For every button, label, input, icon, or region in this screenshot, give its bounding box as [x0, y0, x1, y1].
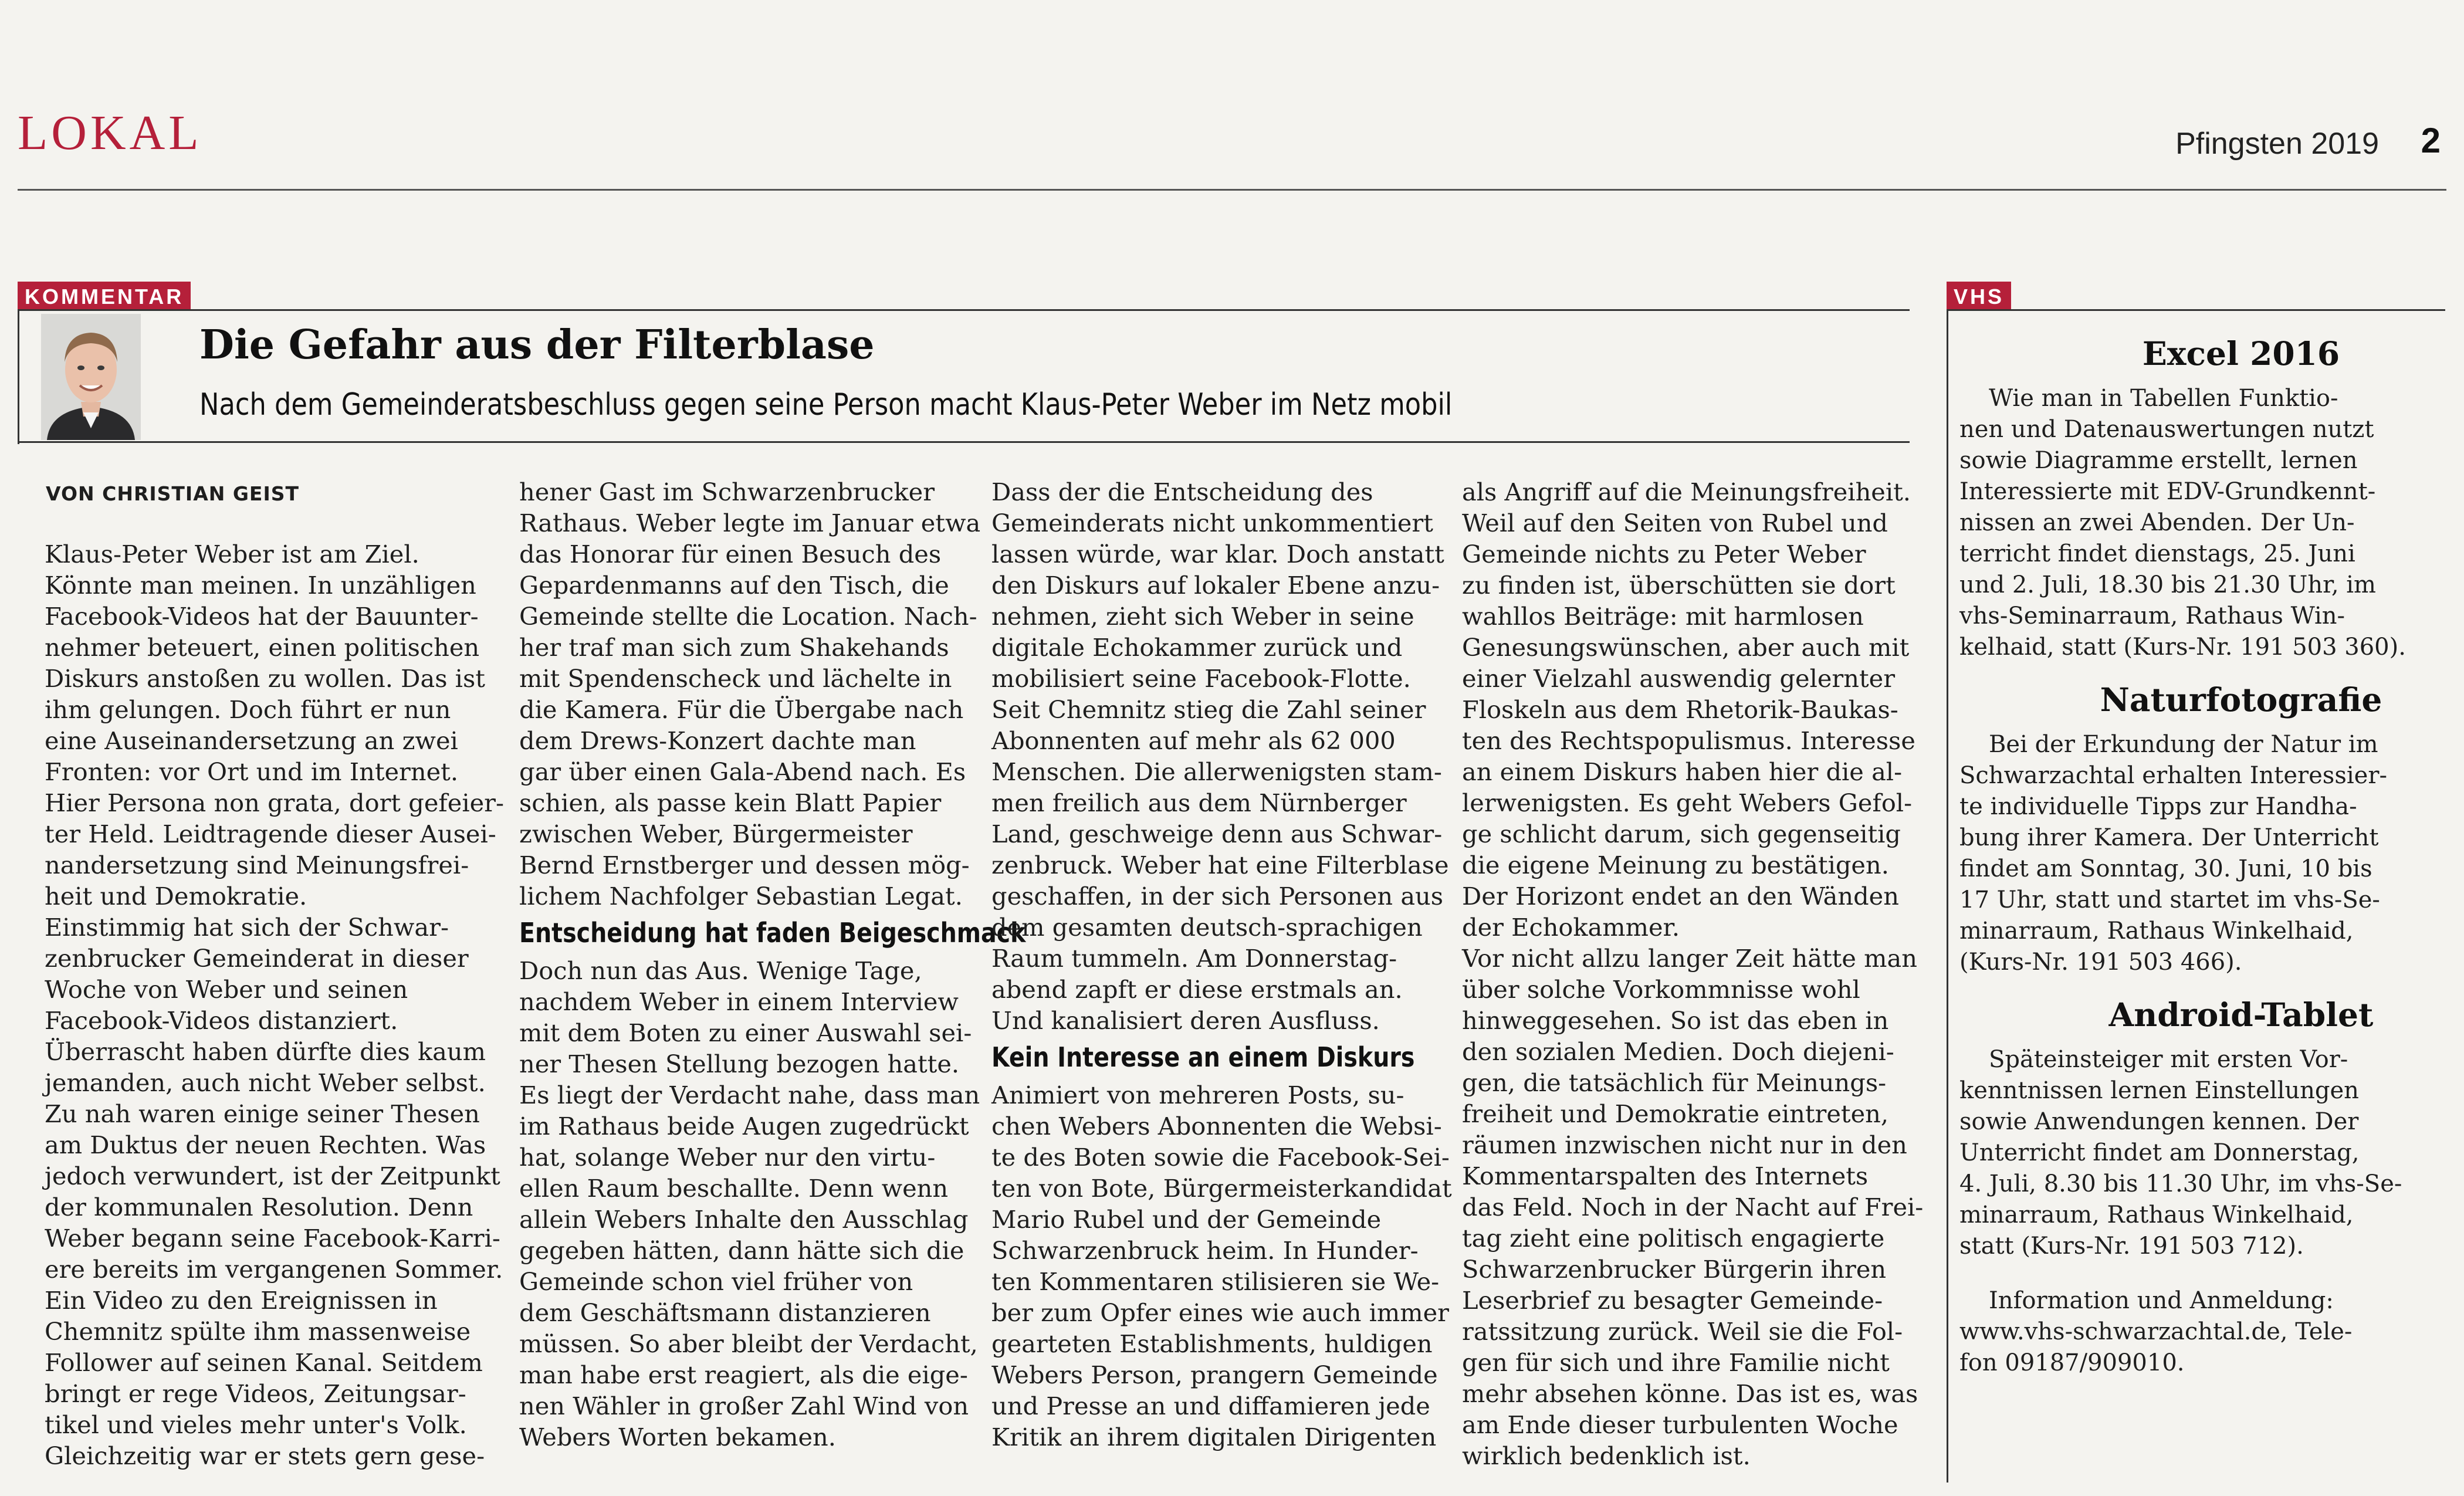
byline: VON CHRISTIAN GEIST: [46, 482, 300, 505]
comment-text-line: Kommentarspalten des Internets: [1462, 1162, 1869, 1190]
section-title: LOKAL: [18, 106, 202, 160]
comment-text-line: ner Thesen Stellung bezogen hatte.: [519, 1050, 960, 1078]
comment-subhead: Entscheidung hat faden Beigeschmack: [519, 917, 1026, 949]
comment-text-line: bringt er rege Videos, Zeitungsar-: [45, 1379, 466, 1408]
vhs-top-rule: [1947, 309, 2445, 311]
vhs-contact-info: [1959, 1285, 2429, 1379]
comment-text-line: an einem Diskurs haben hier die al-: [1462, 757, 1903, 786]
comment-text-line: Es liegt der Verdacht nahe, dass man: [519, 1081, 980, 1109]
course-text-line: findet am Sonntag, 30. Juni, 10 bis: [1959, 855, 2372, 882]
kommentar-top-rule: [18, 309, 1910, 311]
comment-column-3: [991, 476, 1452, 1453]
comment-text-line: Webers Person, prangern Gemeinde: [991, 1360, 1438, 1389]
vhs-left-rule: [1947, 309, 1948, 1483]
comment-text-line: die Kamera. Für die Übergabe nach: [519, 695, 964, 724]
comment-text-line: Abonnenten auf mehr als 62 000: [991, 726, 1396, 755]
course-text-line: bung ihrer Kamera. Der Unterricht: [1959, 824, 2379, 851]
comment-text-line: lichem Nachfolger Sebastian Legat.: [519, 882, 963, 911]
vhs-courses: [1959, 334, 2429, 1379]
comment-text-line: Facebook-Videos hat der Bauunter-: [45, 602, 479, 631]
course-text-line: Schwarzachtal erhalten Interessier-: [1959, 762, 2387, 789]
comment-text-line: ihm gelungen. Doch führt er nun: [45, 695, 451, 724]
comment-text-line: mobilisiert seine Facebook-Flotte.: [991, 664, 1411, 693]
comment-text-line: gen, die tatsächlich für Meinungs-: [1462, 1068, 1887, 1097]
comment-text-line: Schwarzenbrucker Bürgerin ihren: [1462, 1255, 1887, 1284]
course-text-line: Späteinsteiger mit ersten Vor-: [1989, 1046, 2348, 1073]
comment-text-line: allein Webers Inhalte den Ausschlag: [519, 1205, 969, 1234]
comment-text-line: Bernd Ernstberger und dessen mög-: [519, 851, 970, 879]
course-text-line: (Kurs-Nr. 191 503 466).: [1959, 949, 2242, 976]
comment-text-line: Hier Persona non grata, dort gefeier-: [45, 788, 505, 817]
comment-text-line: tikel und vieles mehr unter's Volk.: [45, 1410, 467, 1439]
comment-headline: Die Gefahr aus der Filterblase: [199, 321, 875, 368]
comment-text-line: Könnte man meinen. In unzähligen: [45, 571, 476, 600]
comment-text-line: nandersetzung sind Meinungsfrei-: [45, 851, 469, 879]
comment-text-line: chen Webers Abonnenten die Websi-: [991, 1112, 1442, 1140]
comment-text-line: Diskurs anstoßen zu wollen. Das ist: [45, 664, 485, 693]
comment-text-line: nehmen, zieht sich Weber in seine: [991, 602, 1414, 631]
comment-text-line: mehr absehen könne. Das ist es, was: [1462, 1379, 1918, 1408]
comment-text-line: eine Auseinandersetzung an zwei: [45, 726, 458, 755]
comment-text-line: hinweggesehen. So ist das eben in: [1462, 1006, 1889, 1035]
comment-text-line: die eigene Meinung zu bestätigen.: [1462, 851, 1889, 879]
course-title: Naturfotografie: [2100, 681, 2382, 719]
comment-text-line: gen für sich und ihre Familie nicht: [1462, 1348, 1890, 1377]
comment-text-line: zenbruck. Weber hat eine Filterblase: [991, 851, 1449, 879]
comment-text-line: müssen. So aber bleibt der Verdacht,: [519, 1329, 978, 1358]
comment-text-line: nachdem Weber in einem Interview: [519, 987, 959, 1016]
kommentar-left-rule: [18, 309, 19, 444]
vhs-website-link[interactable]: www.vhs-schwarzachtal.de, Tele-: [1959, 1318, 2353, 1345]
comment-text-line: hat, solange Weber nur den virtu-: [519, 1143, 936, 1172]
course-text-line: minarraum, Rathaus Winkelhaid,: [1959, 918, 2354, 945]
page-number: 2: [2421, 121, 2441, 160]
comment-text-line: Animiert von mehreren Posts, su-: [991, 1081, 1404, 1109]
comment-text-line: ge schlicht darum, sich gegenseitig: [1462, 820, 1901, 848]
comment-text-line: Gemeinde schon viel früher von: [519, 1267, 913, 1296]
comment-text-line: wahllos Beiträge: mit harmlosen: [1462, 602, 1864, 631]
comment-text-line: Gepardenmanns auf den Tisch, die: [519, 571, 949, 600]
comment-column-1: [45, 539, 505, 1471]
comment-text-line: und Presse an und diffamieren jede: [991, 1392, 1430, 1420]
comment-text-line: im Rathaus beide Augen zugedrückt: [519, 1112, 969, 1140]
comment-text-line: das Honorar für einen Besuch des: [519, 540, 942, 568]
course-title: Android-Tablet: [2108, 996, 2374, 1034]
comment-text-line: das Feld. Noch in der Nacht auf Frei-: [1462, 1193, 1924, 1221]
comment-text-line: dem gesamten deutsch-sprachigen: [991, 913, 1423, 942]
comment-text-line: Seit Chemnitz stieg die Zahl seiner: [991, 695, 1426, 724]
comment-text-line: Webers Worten bekamen.: [519, 1423, 836, 1451]
course-text-line: Interessierte mit EDV-Grundkennt-: [1959, 478, 2376, 505]
comment-text-line: Vor nicht allzu langer Zeit hätte man: [1462, 944, 1917, 973]
comment-text-line: gar über einen Gala-Abend nach. Es: [519, 757, 966, 786]
comment-text-line: räumen inzwischen nicht nur in den: [1462, 1131, 1907, 1159]
author-avatar: [41, 314, 141, 440]
comment-text-line: zenbrucker Gemeinderat in dieser: [45, 944, 469, 973]
comment-text-line: ter Held. Leidtragende dieser Ausei-: [45, 820, 496, 848]
comment-text-line: wirklich bedenklich ist.: [1462, 1441, 1751, 1470]
comment-text-line: Follower auf seinen Kanal. Seitdem: [45, 1348, 483, 1377]
comment-text-line: Ein Video zu den Ereignissen in: [45, 1286, 438, 1315]
comment-text-line: te des Boten sowie die Facebook-Sei-: [991, 1143, 1450, 1172]
course-text-line: nen und Datenauswertungen nutzt: [1959, 416, 2374, 443]
comment-text-line: ber zum Opfer eines wie auch immer: [991, 1298, 1449, 1327]
comment-text-line: als Angriff auf die Meinungsfreiheit.: [1462, 478, 1911, 506]
comment-text-line: Gemeinde nichts zu Peter Weber: [1462, 540, 1866, 568]
comment-text-line: Land, geschweige denn aus Schwar-: [991, 820, 1443, 848]
course-text-line: kelhaid, statt (Kurs-Nr. 191 503 360).: [1959, 634, 2406, 661]
comment-text-line: lassen würde, war klar. Doch anstatt: [991, 540, 1444, 568]
course-text-line: kenntnissen lernen Einstellungen: [1959, 1077, 2359, 1104]
comment-text-line: Doch nun das Aus. Wenige Tage,: [519, 956, 922, 985]
comment-column-4: [1462, 476, 1924, 1471]
comment-text-line: Schwarzenbruck heim. In Hunder-: [991, 1236, 1419, 1265]
comment-text-line: Kritik an ihrem digitalen Dirigenten: [991, 1423, 1437, 1451]
comment-text-line: schien, als passe kein Blatt Papier: [519, 788, 942, 817]
issue-date: Pfingsten 2019: [2175, 127, 2379, 161]
author-photo-icon: [41, 314, 141, 440]
comment-text-line: hener Gast im Schwarzenbrucker: [519, 478, 935, 506]
comment-text-line: am Ende dieser turbulenten Woche: [1462, 1410, 1898, 1439]
comment-text-line: ten des Rechtspopulismus. Interesse: [1462, 726, 1915, 755]
comment-text-line: mit Spendenscheck und lächelte in: [519, 664, 952, 693]
comment-text-line: ere bereits im vergangenen Sommer.: [45, 1255, 503, 1284]
course-text-line: vhs-Seminarraum, Rathaus Win-: [1959, 603, 2345, 629]
comment-text-line: am Duktus der neuen Rechten. Was: [45, 1131, 486, 1159]
comment-text-line: gearteten Establishments, huldigen: [991, 1329, 1433, 1358]
comment-text-line: der kommunalen Resolution. Denn: [45, 1193, 473, 1221]
comment-text-line: digitale Echokammer zurück und: [991, 633, 1403, 662]
comment-text-line: Dass der die Entscheidung des: [991, 478, 1373, 506]
comment-text-line: Mario Rubel und der Gemeinde: [991, 1205, 1382, 1234]
course-text-line: minarraum, Rathaus Winkelhaid,: [1959, 1201, 2354, 1228]
comment-text-line: her traf man sich zum Shakehands: [519, 633, 949, 662]
comment-text-line: einer Vielzahl auswendig gelernter: [1462, 664, 1896, 693]
comment-text-line: den Diskurs auf lokaler Ebene anzu-: [991, 571, 1440, 600]
course-text-line: und 2. Juli, 18.30 bis 21.30 Uhr, im: [1959, 571, 2376, 598]
comment-text-line: ellen Raum beschallte. Denn wenn: [519, 1174, 949, 1203]
comment-text-line: tag zieht eine politisch engagierte: [1462, 1224, 1885, 1253]
course-description: [1959, 1044, 2429, 1262]
comment-text-line: jemanden, auch nicht Weber selbst.: [45, 1068, 486, 1097]
vhs-tag: VHS: [1947, 282, 2011, 311]
comment-text-line: ratssitzung zurück. Weil sie die Fol-: [1462, 1317, 1903, 1346]
comment-subhead: Kein Interesse an einem Diskurs: [991, 1041, 1415, 1073]
comment-text-line: man habe erst reagiert, als die eige-: [519, 1360, 968, 1389]
comment-text-line: nen Wähler in großer Zahl Wind von: [519, 1392, 969, 1420]
comment-text-line: über solche Vorkommnisse wohl: [1462, 975, 1860, 1004]
comment-text-line: Rathaus. Weber legte im Januar etwa: [519, 509, 981, 537]
course-text-line: Bei der Erkundung der Natur im: [1989, 731, 2378, 758]
comment-text-line: zu finden ist, überschütten sie dort: [1462, 571, 1896, 600]
comment-text-line: ten von Bote, Bürgermeisterkandidat: [991, 1174, 1452, 1203]
course-text-line: te individuelle Tipps zur Handha-: [1959, 793, 2357, 820]
comment-text-line: Gleichzeitig war er stets gern gese-: [45, 1441, 485, 1470]
comment-text-line: der Echokammer.: [1462, 913, 1680, 942]
course-description: [1959, 383, 2429, 663]
course-title: Excel 2016: [2142, 334, 2340, 373]
comment-column-2: [519, 476, 1026, 1453]
comment-text-line: Menschen. Die allerwenigsten stam-: [991, 757, 1442, 786]
course-text-line: sowie Diagramme erstellt, lernen: [1959, 447, 2358, 474]
comment-text-line: heit und Demokratie.: [45, 882, 307, 911]
comment-text-line: Weil auf den Seiten von Rubel und: [1462, 509, 1888, 537]
comment-text-line: Leserbrief zu besagter Gemeinde-: [1462, 1286, 1883, 1315]
comment-text-line: Woche von Weber und seinen: [45, 975, 408, 1004]
course-text-line: nissen an zwei Abenden. Der Un-: [1959, 509, 2355, 536]
course-text-line: Wie man in Tabellen Funktio-: [1989, 385, 2338, 412]
comment-text-line: Überrascht haben dürfte dies kaum: [45, 1037, 486, 1066]
course-text-line: Unterricht findet am Donnerstag,: [1959, 1139, 2360, 1166]
comment-text-line: Gemeinderats nicht unkommentiert: [991, 509, 1433, 537]
course-text-line: statt (Kurs-Nr. 191 503 712).: [1959, 1233, 2304, 1260]
comment-text-line: Und kanalisiert deren Ausfluss.: [991, 1006, 1380, 1035]
course-text-line: terricht findet dienstags, 25. Juni: [1959, 540, 2355, 567]
comment-text-line: Der Horizont endet an den Wänden: [1462, 882, 1899, 911]
header-rule: [18, 189, 2446, 191]
comment-text-line: gegeben hätten, dann hätte sich die: [519, 1236, 964, 1265]
comment-text-line: dem Geschäftsmann distanzieren: [519, 1298, 931, 1327]
kommentar-bottom-rule: [18, 441, 1910, 443]
course-description: [1959, 729, 2429, 978]
comment-text-line: men freilich aus dem Nürnberger: [991, 788, 1407, 817]
comment-text-line: Klaus-Peter Weber ist am Ziel.: [45, 540, 419, 568]
comment-text-line: Einstimmig hat sich der Schwar-: [45, 913, 449, 942]
course-text-line: 17 Uhr, statt und startet im vhs-Se-: [1959, 886, 2380, 913]
comment-text-line: jedoch verwundert, ist der Zeitpunkt: [45, 1162, 500, 1190]
comment-text-line: Zu nah waren einige seiner Thesen: [45, 1099, 480, 1128]
comment-text-line: den sozialen Medien. Doch diejeni-: [1462, 1037, 1894, 1066]
comment-text-line: abend zapft er diese erstmals an.: [991, 975, 1403, 1004]
comment-text-line: Raum tummeln. Am Donnerstag-: [991, 944, 1397, 973]
comment-text-line: lerwenigsten. Es geht Webers Gefol-: [1462, 788, 1913, 817]
comment-text-line: Floskeln aus dem Rhetorik-Baukas-: [1462, 695, 1898, 724]
comment-text-line: freiheit und Demokratie eintreten,: [1462, 1099, 1889, 1128]
comment-text-line: geschaffen, in der sich Personen aus: [991, 882, 1444, 911]
comment-text-line: zwischen Weber, Bürgermeister: [519, 820, 913, 848]
comment-text-line: dem Drews-Konzert dachte man: [519, 726, 916, 755]
comment-text-line: ten Kommentaren stilisieren sie We-: [991, 1267, 1440, 1296]
comment-text-line: nehmer beteuert, einen politischen: [45, 633, 480, 662]
contact-text-line: Information und Anmeldung:: [1989, 1287, 2334, 1314]
kommentar-tag: KOMMENTAR: [18, 282, 191, 311]
comment-text-line: Genesungswünschen, aber auch mit: [1462, 633, 1910, 662]
comment-text-line: Fronten: vor Ort und im Internet.: [45, 757, 459, 786]
course-text-line: 4. Juli, 8.30 bis 11.30 Uhr, im vhs-Se-: [1959, 1170, 2402, 1197]
comment-text-line: Gemeinde stellte die Location. Nach-: [519, 602, 977, 631]
comment-text-line: Facebook-Videos distanziert.: [45, 1006, 398, 1035]
comment-text-line: Chemnitz spülte ihm massenweise: [45, 1317, 471, 1346]
comment-text-line: mit dem Boten zu einer Auswahl sei-: [519, 1018, 972, 1047]
contact-text-line: fon 09187/909010.: [1959, 1349, 2185, 1376]
comment-text-line: Weber begann seine Facebook-Karri-: [45, 1224, 500, 1253]
course-text-line: sowie Anwendungen kennen. Der: [1959, 1108, 2359, 1135]
comment-subheadline: Nach dem Gemeinderatsbeschluss gegen seine Person macht Klaus-Peter Weber im Netz mobil: [199, 387, 1453, 422]
